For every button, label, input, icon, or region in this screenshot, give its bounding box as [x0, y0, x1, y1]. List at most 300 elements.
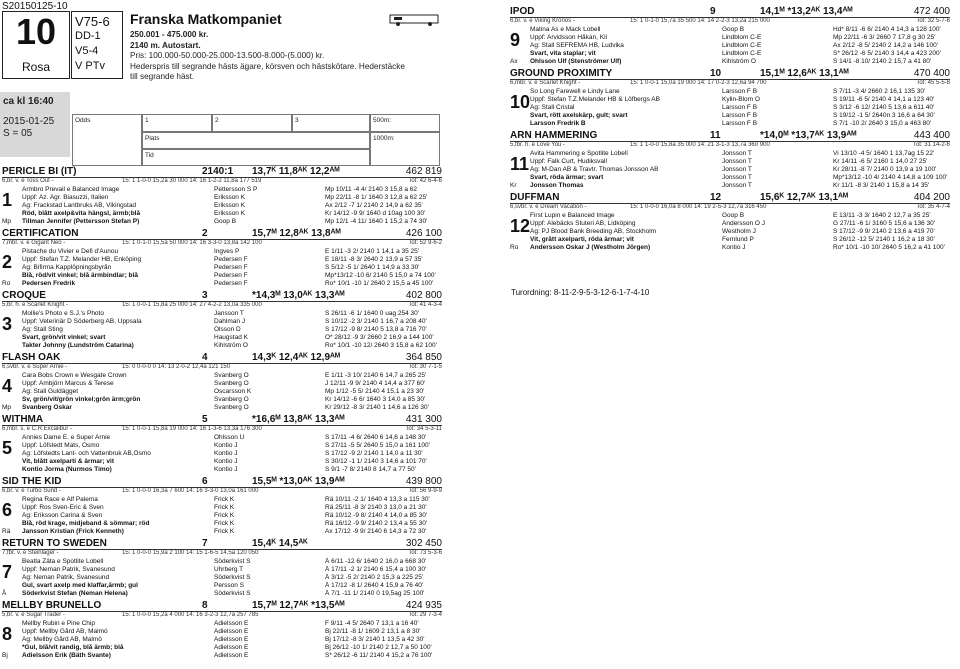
starter-meta — [510, 18, 950, 26]
row-result: Mp*13/12 -10 6/ 2140 5 15,0 a 74 100' — [325, 272, 436, 279]
row-info: Vit, grått axelparti, röda ärmar; vit — [530, 236, 634, 243]
row-driver: Kontio J — [214, 458, 238, 465]
row-info: Cara Bobs Crown e Wesgate Crown — [22, 372, 127, 379]
horse-pedigree: 7,fbr. v. e Steinlager - — [2, 550, 59, 556]
horse-stats: 15: 1 0-0-0 15,2a 4 000 14: 16 3-2-3 12,7a 257 785 — [122, 612, 259, 618]
starter-info-row — [2, 558, 442, 566]
row-driver: Olsson D — [214, 326, 241, 333]
starter-info-row — [2, 504, 442, 512]
starter-info-row — [510, 34, 950, 42]
row-driver: Pettersson S P — [214, 186, 258, 193]
row-driver: Kylin-Blom O — [722, 96, 760, 103]
row-track: Bj — [2, 652, 8, 659]
row-driver: Söderkvist S — [214, 590, 251, 597]
starter-info-row — [510, 158, 950, 166]
row-driver: Pedersen F — [214, 280, 248, 287]
row-track: Å — [2, 590, 7, 597]
row-result: Ax 2/12 -7 1/ 2140 2 14,9 a 62 35' — [325, 202, 423, 209]
row-info: Uppf: Ros Sven-Eric & Sven — [22, 504, 104, 511]
starter-info-row — [510, 220, 950, 228]
row-result: Kr 14/11 -6 5/ 2160 1 14,0 27 25' — [833, 158, 928, 165]
starter-info-row — [2, 202, 442, 210]
starter-info-row — [510, 182, 950, 190]
starter-meta — [510, 142, 950, 150]
starter-info-row — [2, 458, 442, 466]
row-info: Svart, vita staplar; vit — [530, 50, 596, 57]
row-driver: Lindblom C-E — [722, 34, 762, 41]
start-number: 4 — [2, 376, 13, 396]
race-title: Franska Matkompaniet — [130, 11, 282, 27]
row-driver: Persson S — [214, 582, 244, 589]
starter-info-row — [510, 244, 950, 252]
start-number: 5 — [2, 438, 13, 458]
row-result: Kr 28/11 -8 7/ 2140 0 13,9 a 19 100' — [833, 166, 937, 173]
row-result: E 1/11 -3 10/ 2140 6 14,7 a 265 25' — [325, 372, 427, 379]
row-info: Svanberg Oskar — [22, 404, 72, 411]
row-track: Ro — [2, 280, 11, 287]
horse-stats: 15: 1 0-0-0 16,0a 8 000 14: 19 2-5-3 12,7a 316 450 — [630, 204, 767, 210]
row-result: Bj 22/11 -8 1/ 1609 2 13,1 a 8 30' — [325, 628, 421, 635]
row-info: Uppf: Mellby Gård AB, Malmö — [22, 628, 108, 635]
starter-info-row — [2, 520, 442, 528]
starter-meta — [2, 178, 442, 186]
row-info: Adielsson Erik (Bäth Svante) — [22, 652, 111, 659]
row-info: Uppf: Stefan T.Z.Melander HB & Löfbergs AB — [530, 96, 660, 103]
starter-info-row — [2, 186, 442, 194]
horse-total: Tot: 41 4-3-4 — [408, 302, 442, 308]
horse-name: CROQUE — [2, 290, 46, 301]
row-driver: Eriksson K — [214, 194, 246, 201]
row-info: So Long Farewell e Lindy Lane — [530, 88, 620, 95]
row-info: Svart, röda ärmar; svart — [530, 174, 604, 181]
row-info: Äg: M-Dan AB & Travtr. Thomas Jonsson AB — [530, 166, 659, 173]
row-result: G 27/11 -6 1/ 3160 5 15,6 a 136 30' — [833, 220, 935, 227]
starter-meta — [2, 488, 442, 496]
row-track: Rä — [2, 528, 11, 535]
horse-pedigree: 6,svbr. v. e Super Arnie - — [2, 364, 68, 370]
starter-info-row — [2, 652, 442, 660]
row-track: Mp — [2, 404, 12, 411]
row-driver: Haugstad K — [214, 334, 248, 341]
row-result: Ax 2/12 -8 5/ 2140 2 14,2 a 146 100' — [833, 42, 938, 49]
grid-c1: 1 — [142, 114, 212, 132]
horse-pedigree: 5,fbr. h. e Love You - — [510, 142, 566, 148]
starter-info-row — [2, 342, 442, 350]
starter-header — [2, 476, 442, 487]
row-result: Mp 22/11 -6 3/ 2660 7 17,8 g 30 25' — [833, 34, 936, 41]
row-info: Uppf: Ambjörn Marcus & Terese — [22, 380, 114, 387]
horse-postnum: 3 — [202, 290, 208, 301]
horse-postnum: 6 — [202, 476, 208, 487]
horse-name: FLASH OAK — [2, 352, 61, 363]
row-driver: Eriksson K — [214, 202, 246, 209]
starter-info-row — [2, 512, 442, 520]
race-number: 10 — [15, 11, 57, 52]
horse-pedigree: 6,mbr. v. e Scarlet Knight - — [510, 80, 581, 86]
horse-pedigree: 6,mbr. s. e C.R.Excalibur - — [2, 426, 73, 432]
starter-info-row — [2, 574, 442, 582]
horse-best-times: 15,4ᴷ 14,5ᴬᴷ — [252, 538, 308, 549]
notes-grid — [72, 114, 440, 166]
row-result: Kr 11/1 -8 3/ 2140 1 15,8 a 14 35' — [833, 182, 930, 189]
starter-info-row — [2, 248, 442, 256]
starter-info-row — [2, 372, 442, 380]
row-result: Rä 16/12 -9 9/ 2140 2 13,4 a 55 30' — [325, 520, 428, 527]
horse-pedigree: 6,br. v. e Toss Out - — [2, 178, 54, 184]
horse-name: MELLBY BRUNELLO — [2, 600, 102, 611]
starter-info-row — [2, 442, 442, 450]
starter-info-row — [510, 104, 950, 112]
horse-name: PERICLE BI (IT) — [2, 166, 77, 177]
horse-postnum: 8 — [202, 600, 208, 611]
horse-name: WITHMA — [2, 414, 44, 425]
starter-info-row — [2, 528, 442, 536]
starter-header — [2, 166, 442, 177]
row-info: Jansson Kristian (Frick Kenneth) — [22, 528, 124, 535]
row-driver: Svanberg O — [214, 372, 249, 379]
horse-earnings: 404 200 — [913, 192, 950, 203]
row-driver: Jonsson T — [722, 174, 752, 181]
row-driver: Fernlund P — [722, 236, 754, 243]
row-driver: Svanberg O — [214, 404, 249, 411]
row-info: Uppf: Arvidsson Håkan, Kil — [530, 34, 607, 41]
row-driver: Dahlman J — [214, 318, 246, 325]
row-info: Uppf: Löfstedt Mats, Osmo — [22, 442, 100, 449]
horse-name: CERTIFICATION — [2, 228, 79, 239]
starter-info-row — [510, 236, 950, 244]
row-result: S 26/11 -6 1/ 1640 0 uag 254 30' — [325, 310, 420, 317]
row-driver: Pedersen F — [214, 264, 248, 271]
row-info: Mellby Rubin e Pine Chip — [22, 620, 95, 627]
starter-header — [2, 600, 442, 611]
horse-best-times: 14,1ᴹ *13,2ᴬᴷ 13,4ᴬᴹ — [760, 6, 853, 17]
row-info: Ohlsson Ulf (Stenströmer Ulf) — [530, 58, 622, 65]
horse-pedigree: 7,mbr. v. e Gigant Neo - — [2, 240, 66, 246]
starter-info-row — [2, 256, 442, 264]
starter-header — [2, 414, 442, 425]
row-info: Jonsson Thomas — [530, 182, 584, 189]
row-driver: Kontio J — [214, 442, 238, 449]
row-info: Beatla Zäta e Spotlite Lobell — [22, 558, 104, 565]
row-info: Svart, rött axelskärp, gult; svart — [530, 112, 628, 119]
row-driver: Jansson T — [214, 310, 244, 317]
horse-postnum: 2140:1 — [202, 166, 234, 177]
horse-postnum: 5 — [202, 414, 208, 425]
horse-total: Tot: 52 9-6-2 — [408, 240, 442, 246]
starter-info-row — [510, 166, 950, 174]
row-result: Å 17/12 -8 1/ 2640 4 15,9 a 76 40' — [325, 582, 424, 589]
row-info: Blå, röd krage, midjeband & sömmar; röd — [22, 520, 150, 527]
horse-stats: 15: 0 0-0-0 0 14: 13 2-0-2 12,4a 121 150 — [122, 364, 231, 370]
row-result: Hd* 8/11 -6 6/ 2140 4 14,3 a 128 100' — [833, 26, 941, 33]
row-result: Bj 17/12 -8 3/ 2140 1 13,5 a 42 30' — [325, 636, 425, 643]
starter-info-row — [2, 496, 442, 504]
row-result: E 1/11 -3 2/ 2140 1 14,1 a 35 25' — [325, 248, 419, 255]
row-result: Ro* 10/1 -10 1/ 2640 2 15,5 a 45 100' — [325, 280, 434, 287]
row-info: Pistache du Vivier e Defi d'Aunou — [22, 248, 119, 255]
row-info: Kontio Jorma (Nurmos Timo) — [22, 466, 112, 473]
row-info: Äg: Bifirma Kapplöpningsbyrån — [22, 264, 112, 271]
grid-c3: 3 — [292, 114, 370, 132]
row-result: S* 26/12 -6 11/ 2140 4 15,2 a 76 100' — [325, 652, 433, 659]
row-driver: Ohlsson U — [214, 434, 245, 441]
horse-total: Tot: 73 5-3-6 — [408, 550, 442, 556]
starter-header — [2, 228, 442, 239]
horse-best-times: 13,7ᴷ 11,8ᴬᴷ 12,2ᴬᴹ — [252, 166, 340, 177]
row-result: S 17/12 -9 8/ 2140 5 13,8 a 716 70' — [325, 326, 427, 333]
row-driver: Svanberg O — [214, 380, 249, 387]
row-driver: Frick K — [214, 496, 235, 503]
row-info: Äg: Frackstad Lantbruks AB, Vikingstad — [22, 202, 137, 209]
horse-stats: 15: 1 1-0-0 15,8a 35 000 14: 21 3-1-3 13,7a 360 900 — [630, 142, 770, 148]
starter-info-row — [2, 272, 442, 280]
row-driver: Larsson F B — [722, 88, 758, 95]
row-result: S 27/11 -5 5/ 2640 5 15,0 a 161 100' — [325, 442, 430, 449]
starter-header — [2, 290, 442, 301]
starter-info-row — [510, 112, 950, 120]
row-info: Gul, svart axelp med klaffar,ärmb; gul — [22, 582, 138, 589]
horse-stats: 15: 1 0-1-0 15,5a 50 000 14: 16 3-3-0 13,8a 142 100 — [122, 240, 262, 246]
row-result: S 17/12 -9 2/ 2140 1 14,0 a 11 30' — [325, 450, 423, 457]
starter-info-row — [2, 620, 442, 628]
starter-info-row — [2, 318, 442, 326]
row-info: Andersson Oskar J (Westholm Jörgen) — [530, 244, 651, 251]
row-info: Regina Race e Alf Palema — [22, 496, 98, 503]
row-result: Mp 22/11 -8 1/ 1640 3 12,8 a 62 25' — [325, 194, 428, 201]
row-info: Äg: Neman Patrik, Svanesund — [22, 574, 110, 581]
row-result: S 7/1 -10 2/ 2640 3 15,0 a 463 80' — [833, 120, 932, 127]
row-info: Uppf: Stefan T.Z. Melander HB, Enköping — [22, 256, 142, 263]
horse-total: Tot: 45 5-5-8 — [916, 80, 950, 86]
horse-stats: 15: 1 0-0-1 15,8a 19 000 14: 16 1-3-6 13,3a 176 300 — [122, 426, 262, 432]
start-number: 8 — [2, 624, 13, 644]
row-result: S* 26/12 -6 5/ 2140 3 14,4 a 423 200' — [833, 50, 941, 57]
row-driver: Svanberg O — [214, 396, 249, 403]
row-info: Mollie's Photo e S.J.'s Photo — [22, 310, 104, 317]
row-result: S 19/12 -1 5/ 2640n 3 16,6 a 64 30' — [833, 112, 935, 119]
row-driver: Kontio J — [214, 450, 238, 457]
row-driver: Jonsson T — [722, 166, 752, 173]
row-result: Kr 14/12 -9 9/ 1640 d 10ag 100 30' — [325, 210, 426, 217]
starter-info-row — [2, 404, 442, 412]
row-info: Äg: Stall SEFREMA HB, Ludvika — [530, 42, 624, 49]
start-number: 3 — [2, 314, 13, 334]
row-result: J 12/11 -9 9/ 2140 4 14,4 a 377 60' — [325, 380, 426, 387]
row-result: Bj 26/12 -10 1/ 2140 2 12,7 a 50 100' — [325, 644, 432, 651]
row-info: Tillman Jennifer (Pettersson Stefan P) — [22, 218, 140, 225]
starter-header — [510, 6, 950, 17]
row-driver: Goop B — [722, 26, 745, 33]
game-type: V PTv — [75, 60, 105, 72]
starter-meta — [510, 80, 950, 88]
row-driver: Westholm J — [722, 228, 756, 235]
row-result: S 30/12 -1 1/ 2140 3 14,6 a 101 70' — [325, 458, 427, 465]
race-honors: Hederspris till segrande hästs ägare, körsven och hästskötare. Hederstäcke — [130, 61, 405, 71]
row-driver: Lindblom C-E — [722, 42, 762, 49]
horse-best-times: 15,1ᴹ 12,6ᴬᴷ 13,1ᴬᴹ — [760, 68, 849, 79]
starter-info-row — [2, 628, 442, 636]
starter-info-row — [510, 212, 950, 220]
row-driver: Adielsson E — [214, 628, 249, 635]
row-driver: Kontio J — [722, 244, 746, 251]
row-track: Mp — [2, 218, 12, 225]
horse-total: Tot: 56 9-9-9 — [408, 488, 442, 494]
row-info: Uppf: Falk Curt, Hudiksvall — [530, 158, 607, 165]
horse-earnings: 364 850 — [405, 352, 442, 363]
horse-stats: 15: 1 0-0-1 15,0a 19 000 14: 17 0-2-3 12,6a 94 700 — [630, 80, 767, 86]
row-result: S 3/12 -6 12/ 2140 5 13,6 a 611 40' — [833, 104, 935, 111]
row-result: F 9/11 -4 5/ 2640 7 13,1 a 16 40' — [325, 620, 419, 627]
starter-meta — [2, 302, 442, 310]
row-driver: Jonsson T — [722, 158, 752, 165]
row-info: Blå, röd/vit vinkel; blå ärmbindlar; blå — [22, 272, 138, 279]
starter-info-row — [2, 466, 442, 474]
race-s-label: S = 05 — [3, 128, 33, 139]
row-info: Svart, grön/vit vinkel; svart — [22, 334, 106, 341]
row-driver: Goop B — [722, 212, 745, 219]
row-result: Ax 17/12 -9 9/ 2140 6 14,3 a 72 30' — [325, 528, 427, 535]
horse-best-times: 15,6ᴷ 12,7ᴬᴷ 13,1ᴬᴹ — [760, 192, 849, 203]
row-result: E 18/11 -8 3/ 2640 2 13,9 a 57 35' — [325, 256, 423, 263]
starter-info-row — [2, 210, 442, 218]
starter-info-row — [2, 644, 442, 652]
race-time-box — [0, 92, 70, 157]
row-driver: Adielsson E — [214, 644, 249, 651]
row-driver: Frick K — [214, 520, 235, 527]
starter-header — [510, 192, 950, 203]
row-result: Mp 10/11 -4 4/ 2140 3 15,8 a 62 — [325, 186, 418, 193]
horse-total: Tot: 29 7-3-4 — [408, 612, 442, 618]
horse-total: Tot: 42 6-4-6 — [408, 178, 442, 184]
row-info: Annies Dame E. e Super Arnie — [22, 434, 111, 441]
horse-postnum: 4 — [202, 352, 208, 363]
horse-earnings: 424 935 — [405, 600, 442, 611]
horse-earnings: 462 819 — [405, 166, 442, 177]
horse-postnum: 2 — [202, 228, 208, 239]
row-result: Ö* 28/12 -9 3/ 2660 2 16,9 a 144 100' — [325, 334, 434, 341]
grid-1000m: 1000m: — [370, 132, 440, 166]
horse-postnum: 11 — [710, 130, 721, 141]
starter-meta — [510, 204, 950, 212]
horse-stats: 15: 1 1-0-0 15,2a 30 000 14: 16 1-2-2 11,8a 177 519 — [122, 178, 262, 184]
row-result: Kr 29/12 -8 3/ 2140 1 14,6 a 126 30' — [325, 404, 429, 411]
starter-info-row — [2, 280, 442, 288]
row-info: Äg: PJ Blood Bank Breeding AB, Stockholm — [530, 228, 657, 235]
starter-info-row — [510, 96, 950, 104]
horse-best-times: 14,3ᴷ 12,4ᴬᴷ 12,9ᴬᴹ — [252, 352, 341, 363]
row-info: Äg: Stall Sting — [22, 326, 63, 333]
row-driver: Pedersen F — [214, 272, 248, 279]
race-distance: 2140 m. Autostart. — [130, 40, 201, 50]
race-honors-cont: till segrande häst. — [130, 72, 195, 81]
horse-postnum: 10 — [710, 68, 722, 79]
horse-earnings: 472 400 — [913, 6, 950, 17]
row-result: Mp 1/12 -5 5/ 2140 4 15,1 a 23 30' — [325, 388, 425, 395]
row-driver: Oscarsson K — [214, 388, 252, 395]
start-number: 6 — [2, 500, 13, 520]
starter-info-row — [510, 42, 950, 50]
horse-best-times: 15,7ᴹ 12,8ᴬᴷ 13,8ᴬᴹ — [252, 228, 341, 239]
race-prize-range: 250.001 - 475.000 kr. — [130, 30, 209, 39]
row-result: Å 17/11 -2 1/ 2140 6 15,4 a 100 30' — [325, 566, 427, 573]
starter-info-row — [2, 326, 442, 334]
row-result: S 10/12 -2 3/ 2140 1 16,7 a 208 40' — [325, 318, 427, 325]
starter-info-row — [510, 58, 950, 66]
horse-earnings: 470 400 — [913, 68, 950, 79]
row-result: S 14/1 -8 10/ 2140 2 15,7 a 41 80' — [833, 58, 932, 65]
row-info: First Lupin e Balanced Image — [530, 212, 615, 219]
row-driver: Larsson F B — [722, 104, 758, 111]
horse-stats: 15: 1 0-0-1 15,8a 25 000 14: 27 4-2-2 13,0a 335 000 — [122, 302, 262, 308]
horse-pedigree: 5,br. v. e Sugar Trader - — [2, 612, 65, 618]
horse-best-times: *14,3ᴹ 13,0ᴬᴷ 13,3ᴬᴹ — [252, 290, 345, 301]
row-track: Ax — [510, 58, 518, 65]
row-driver: Kihlström Ö — [722, 58, 756, 65]
game-types-box — [71, 11, 123, 79]
row-driver: Larsson F B — [722, 112, 758, 119]
start-number: 7 — [2, 562, 13, 582]
row-result: S 9/1 -7 8/ 2140 8 14,7 a 77 50' — [325, 466, 416, 473]
row-result: Rä 10/11 -2 1/ 1640 4 13,3 a 115 30' — [325, 496, 430, 503]
race-time: ca kl 16:40 — [3, 96, 54, 107]
game-type: V75-6 — [75, 14, 110, 29]
horse-pedigree: 6,svbr. v. e Dream Vacation - — [510, 204, 587, 210]
row-info: Uppf: Veterinär D Söderberg AB, Uppsala — [22, 318, 142, 325]
horse-best-times: 15,7ᴹ 12,7ᴬᴷ *13,5ᴬᴹ — [252, 600, 345, 611]
horse-earnings: 443 400 — [913, 130, 950, 141]
game-type: V5-4 — [75, 45, 99, 57]
starter-info-row — [2, 636, 442, 644]
row-driver: Frick K — [214, 528, 235, 535]
row-info: Takter Johnny (Lundström Catarina) — [22, 342, 134, 349]
row-result: Vi 13/10 -4 5/ 1640 1 13,7ag 15 22' — [833, 150, 935, 157]
horse-earnings: 439 800 — [405, 476, 442, 487]
starter-info-row — [2, 590, 442, 598]
starter-info-row — [2, 566, 442, 574]
row-info: Armbro Prevail e Balanced Image — [22, 186, 120, 193]
starter-info-row — [510, 174, 950, 182]
horse-total: Tot: 32 5-7-6 — [916, 18, 950, 24]
row-driver: Söderkvist S — [214, 574, 251, 581]
race-prizes: Pris: 100.000-50.000-25.000-13.500-8.000-(5.000) kr. — [130, 51, 325, 60]
game-type: DD-1 — [75, 30, 101, 42]
horse-postnum: 12 — [710, 192, 722, 203]
row-result: Mp 12/1 -4 11/ 1640 1 15,2 a 74 30' — [325, 218, 428, 225]
starter-info-row — [510, 88, 950, 96]
horse-postnum: 9 — [710, 6, 716, 17]
horse-stats: 15: 1 0-0-0 15,9a 2 100 14: 15 1-6-5 14,5a 120 050 — [122, 550, 259, 556]
race-number-box — [2, 11, 70, 79]
horse-name: IPOD — [510, 6, 535, 17]
row-driver: Jonsson T — [722, 182, 752, 189]
row-driver: Goop B — [214, 218, 237, 225]
row-info: Vit, blått axelparti & ärmar; vit — [22, 458, 114, 465]
row-result: Å 6/11 -12 6/ 1640 2 16,0 a 668 30' — [325, 558, 427, 565]
horse-name: DUFFMAN — [510, 192, 560, 203]
grid-odds: Odds — [72, 114, 142, 166]
starter-info-row — [2, 450, 442, 458]
row-info: Äg: Stall Cristal — [530, 104, 575, 111]
row-driver: Pedersen F — [214, 256, 248, 263]
row-info: Avita Hammering e Spotlite Lobell — [530, 150, 628, 157]
row-driver: Jonsson T — [722, 150, 752, 157]
row-driver: Larsson F B — [722, 120, 758, 127]
row-track: Ro — [510, 244, 519, 251]
horse-name: GROUND PROXIMITY — [510, 68, 613, 79]
row-result: S 17/12 -9 9/ 2140 2 13,6 a 419 70' — [833, 228, 935, 235]
horse-best-times: *16,6ᴹ 13,8ᴬᴷ 13,3ᴬᴹ — [252, 414, 345, 425]
row-result: S 17/11 -4 6/ 2640 6 14,6 a 148 30' — [325, 434, 427, 441]
